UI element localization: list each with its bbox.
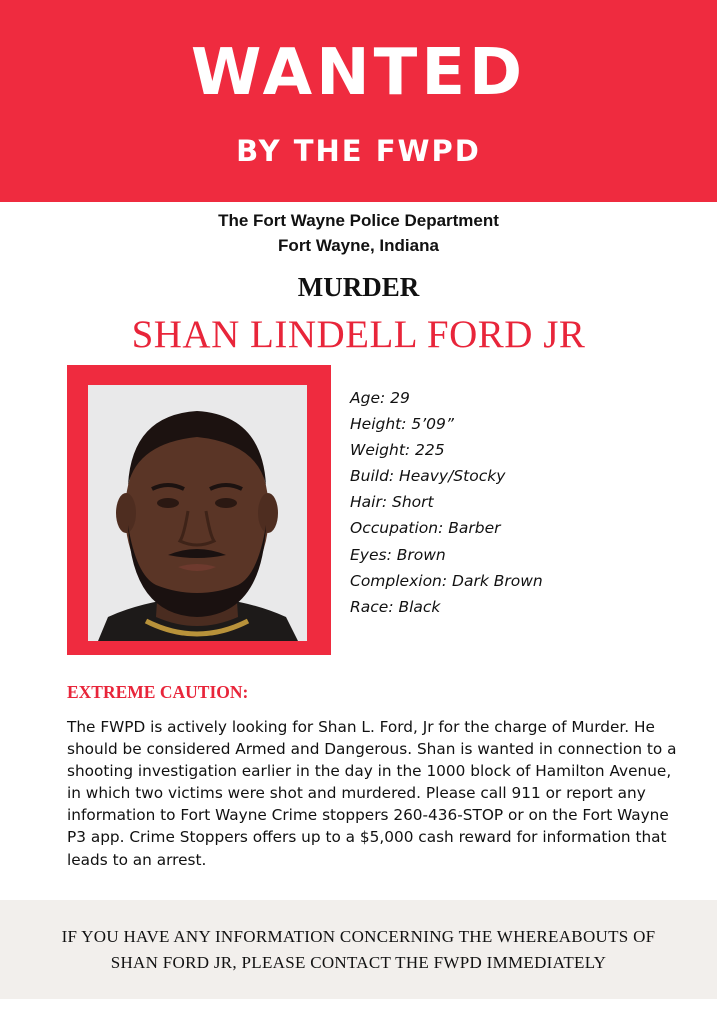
caution-heading: EXTREME CAUTION: [67, 682, 249, 702]
department-header [0, 208, 717, 258]
wanted-banner [0, 0, 717, 202]
suspect-photo-frame [67, 365, 331, 655]
footer-notice [0, 924, 717, 976]
footer-line-1: IF YOU HAVE ANY INFORMATION CONCERNING THE WHEREABOUTS OF [61, 927, 656, 946]
detail-eyes: Eyes: Brown [350, 545, 446, 564]
detail-build: Build: Heavy/Stocky [350, 467, 506, 486]
detail-hair: Hair: Short [350, 493, 434, 512]
detail-complexion: Complexion: Dark Brown [350, 571, 543, 590]
detail-race: Race: Black [350, 597, 441, 616]
department-name: The Fort Wayne Police Department [218, 211, 499, 230]
suspect-photo [88, 385, 307, 641]
detail-age: Age: 29 [350, 389, 410, 407]
footer-line-2: SHAN FORD JR, PLEASE CONTACT THE FWPD IMMEDIATELY [110, 953, 607, 972]
detail-height: Height: 5’09” [350, 415, 454, 434]
detail-occupation: Occupation: Barber [350, 519, 501, 538]
charge-label: MURDER [297, 272, 420, 302]
suspect-details [350, 385, 543, 620]
suspect-portrait-image [88, 385, 307, 641]
wanted-title: WANTED [190, 36, 527, 110]
department-location: Fort Wayne, Indiana [278, 236, 439, 255]
wanted-subtitle: BY THE FWPD [236, 134, 481, 168]
detail-weight: Weight: 225 [350, 441, 445, 460]
description-text: The FWPD is actively looking for Shan L. Ford, Jr for the charge of Murder. He should be considered Armed and Dangerous. Shan is wanted in connection to a shooting investigation earlier in the day in the 1000 block of Hamilton Avenue, in which two victims were shot and murdered. Please call 911 or report any information to Fort Wayne Crime stoppers 260-436-STOP or on the Fort Wayne P3 app. Crime Stoppers offers up to a $5,000 cash reward for information that leads to an arrest. [67, 718, 677, 869]
suspect-name: SHAN LINDELL FORD JR [131, 313, 586, 356]
